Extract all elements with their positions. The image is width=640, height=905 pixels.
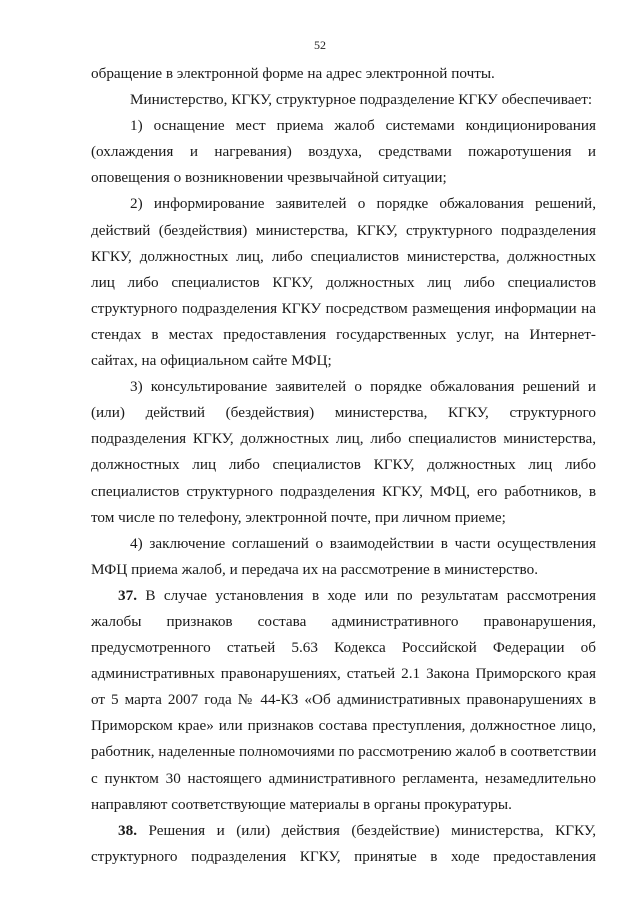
text-line: специалистов структурного подразделения КГКУ, МФЦ, его работников, в	[91, 482, 596, 500]
text-line: Приморском крае» или признаков состава преступления, должностное лицо,	[91, 717, 596, 735]
text-segment: Решения и (или) действия (бездействие) министерства, КГКУ,	[136, 821, 596, 839]
text-line: с пунктом 30 настоящего административного регламента, незамедлительно	[91, 769, 596, 787]
text-line: подразделения КГКУ, должностных лиц, либо специалистов министерства,	[91, 430, 596, 448]
text-line: МФЦ приема жалоб, и передача их на рассмотрение в министерство.	[91, 560, 538, 578]
paragraph-number: 38.	[118, 821, 137, 839]
text-line: (охлаждения и нагревания) воздуха, средствами пожаротушения и	[91, 143, 596, 161]
text-line: обращение в электронной форме на адрес электронной почты.	[91, 65, 495, 82]
text-line: оповещения о возникновении чрезвычайной ситуации;	[91, 169, 447, 187]
text-line: сайтах, на официальном сайте МФЦ;	[91, 352, 332, 370]
text-line	[91, 583, 596, 609]
text-line: лиц либо специалистов КГКУ, должностных лиц либо специалистов	[91, 273, 596, 291]
text-segment: В случае установления в ходе или по результатам рассмотрения	[136, 586, 596, 604]
text-line: 2) информирование заявителей о порядке обжалования решений,	[130, 195, 596, 213]
text-line: предусмотренного статьей 5.63 Кодекса Российской Федерации об	[91, 639, 596, 657]
text-line: должностных лиц либо специалистов КГКУ, должностных лиц либо	[91, 456, 596, 474]
text-line: направляют соответствующие материалы в органы прокуратуры.	[91, 795, 512, 813]
text-line: структурного подразделения КГКУ посредством размещения информации на	[91, 299, 596, 317]
text-line: административных правонарушениях, статьей 2.1 Закона Приморского края	[91, 665, 596, 683]
page-number: 52	[314, 38, 326, 52]
text-line: (или) действий (бездействия) министерства, КГКУ, структурного	[91, 404, 596, 422]
text-line: стендах в местах предоставления государственных услуг, на Интернет-	[91, 325, 596, 343]
text-line: от 5 марта 2007 года № 44-КЗ «Об административных правонарушениях в	[91, 691, 596, 709]
text-line	[91, 818, 596, 844]
text-line: работник, наделенные полномочиями по рассмотрению жалоб в соответствии	[91, 743, 597, 761]
text-line: КГКУ, должностных лиц, либо специалистов министерства, должностных	[91, 247, 596, 265]
text-line: том числе по телефону, электронной почте, при личном приеме;	[91, 508, 506, 526]
text-line: Министерство, КГКУ, структурное подразделение КГКУ обеспечивает:	[130, 91, 593, 109]
text-line: структурного подразделения КГКУ, принятые в ходе предоставления	[91, 847, 596, 865]
text-line: 4) заключение соглашений о взаимодействии в части осуществления	[130, 534, 596, 552]
text-line: действий (бездействия) министерства, КГКУ, структурного подразделения	[91, 221, 596, 239]
text-line: 3) консультирование заявителей о порядке обжалования решений и	[130, 378, 596, 396]
text-line: 1) оснащение мест приема жалоб системами кондиционирования	[130, 117, 596, 135]
paragraph-number: 37.	[118, 586, 137, 604]
text-line: жалобы признаков состава административного правонарушения,	[91, 612, 596, 630]
document-body	[91, 61, 596, 870]
